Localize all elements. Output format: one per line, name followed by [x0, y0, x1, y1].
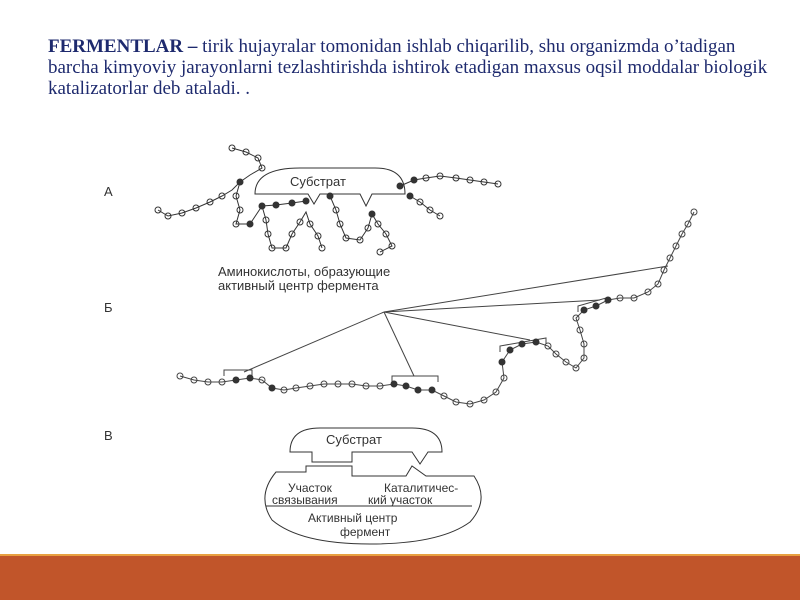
chain-a-loop1	[262, 206, 322, 248]
substrate-label-c: Субстрат	[326, 432, 382, 447]
chain-a-loop2	[330, 196, 392, 252]
bracket-b-2	[392, 376, 438, 382]
active-center-label: Активный центр	[308, 511, 398, 525]
panel-b-label: Б	[104, 300, 113, 315]
chain-b-beads	[177, 209, 697, 407]
caption-line-2: активный центр фермента	[218, 278, 379, 293]
site1-line-1: Участок	[288, 481, 332, 495]
substrate-label-a: Субстрат	[290, 174, 346, 189]
pointer-line-3	[384, 312, 530, 340]
chain-a-right2	[410, 196, 440, 216]
site1-line-2: связывания	[272, 493, 338, 507]
chain-b	[180, 212, 694, 404]
panel-a-label: А	[104, 184, 113, 199]
footer-bar	[0, 556, 800, 600]
chain-a-left	[158, 148, 262, 216]
slide-body-text: tirik hujayralar tomonidan ishlab chiqarilib, shu organizmda o’tadigan barcha kimyoviy jarayonlarni tezlashtirishda ishtirok etadigan maxsus oqsil moddalar biologik katalizatorlar deb ataladi. .	[48, 36, 768, 99]
pointer-line-2	[384, 312, 414, 376]
pointer-line-4	[384, 300, 600, 312]
pointer-line-5	[384, 266, 668, 312]
pointer-line-1	[244, 312, 384, 372]
site2-line-2: кий участок	[368, 493, 433, 507]
panel-c-label: В	[104, 428, 113, 443]
slide-heading: FERMENTLAR –	[48, 36, 198, 57]
site2-line-1: Каталитичес-	[384, 481, 459, 495]
enzyme-label: фермент	[340, 525, 391, 539]
caption-line-1: Аминокислоты, образующие	[218, 264, 391, 279]
